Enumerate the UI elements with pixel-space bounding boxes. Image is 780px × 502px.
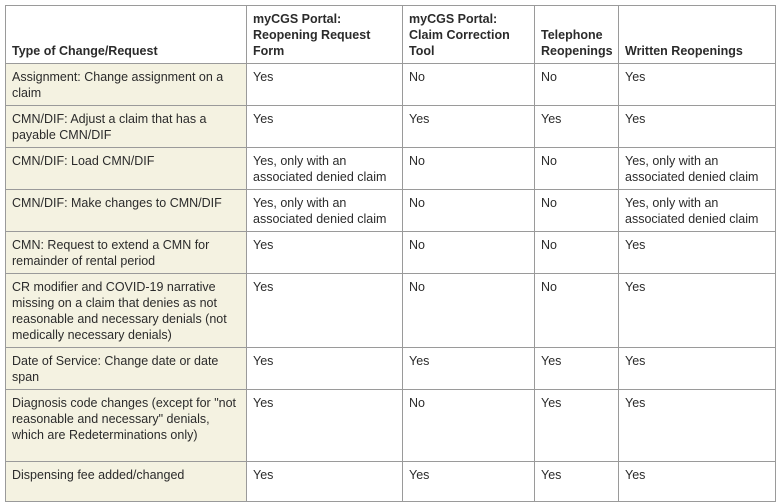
reopening-form-cell: Yes, only with an associated denied claim [247, 190, 403, 232]
claim-correction-cell: No [403, 274, 535, 348]
claim-correction-cell: No [403, 64, 535, 106]
reopening-form-cell: Yes [247, 64, 403, 106]
table-row [6, 348, 776, 390]
telephone-cell: No [535, 190, 619, 232]
table-row [6, 190, 776, 232]
written-cell: Yes [619, 232, 776, 274]
header-type-of-change: Type of Change/Request [6, 6, 247, 64]
header-telephone-reopenings: Telephone Reopenings [535, 6, 619, 64]
written-cell: Yes [619, 64, 776, 106]
reopening-form-cell: Yes [247, 348, 403, 390]
telephone-cell: Yes [535, 106, 619, 148]
table-row [6, 148, 776, 190]
written-cell: Yes [619, 274, 776, 348]
telephone-cell: No [535, 64, 619, 106]
table-row [6, 462, 776, 502]
reopening-options-table-wrapper [5, 5, 776, 502]
claim-correction-cell: No [403, 148, 535, 190]
reopening-form-cell: Yes [247, 274, 403, 348]
header-written-reopenings: Written Reopenings [619, 6, 776, 64]
reopening-form-cell: Yes [247, 462, 403, 502]
row-type-cell: CMN/DIF: Load CMN/DIF [6, 148, 247, 190]
table-row [6, 64, 776, 106]
table-row [6, 232, 776, 274]
claim-correction-cell: No [403, 190, 535, 232]
table-row [6, 274, 776, 348]
row-type-cell: CMN: Request to extend a CMN for remainder of rental period [6, 232, 247, 274]
telephone-cell: Yes [535, 462, 619, 502]
telephone-cell: No [535, 274, 619, 348]
written-cell: Yes, only with an associated denied claim [619, 148, 776, 190]
written-cell: Yes [619, 390, 776, 462]
row-type-cell: CR modifier and COVID-19 narrative missing on a claim that denies as not reasonable and necessary denials (not medically necessary denials) [6, 274, 247, 348]
telephone-cell: Yes [535, 348, 619, 390]
written-cell: Yes, only with an associated denied claim [619, 190, 776, 232]
row-type-cell: Diagnosis code changes (except for "not reasonable and necessary" denials, which are Redeterminations only) [6, 390, 247, 462]
table-row [6, 106, 776, 148]
table-header-row [6, 6, 776, 64]
telephone-cell: Yes [535, 390, 619, 462]
claim-correction-cell: Yes [403, 348, 535, 390]
telephone-cell: No [535, 232, 619, 274]
row-type-cell: CMN/DIF: Adjust a claim that has a payable CMN/DIF [6, 106, 247, 148]
reopening-form-cell: Yes [247, 232, 403, 274]
reopening-form-cell: Yes [247, 106, 403, 148]
row-type-cell: CMN/DIF: Make changes to CMN/DIF [6, 190, 247, 232]
written-cell: Yes [619, 106, 776, 148]
row-type-cell: Assignment: Change assignment on a claim [6, 64, 247, 106]
written-cell: Yes [619, 348, 776, 390]
reopening-options-table [5, 5, 776, 502]
table-row [6, 390, 776, 462]
claim-correction-cell: Yes [403, 106, 535, 148]
reopening-form-cell: Yes [247, 390, 403, 462]
row-type-cell: Date of Service: Change date or date span [6, 348, 247, 390]
row-type-cell: Dispensing fee added/changed [6, 462, 247, 502]
claim-correction-cell: Yes [403, 462, 535, 502]
reopening-form-cell: Yes, only with an associated denied claim [247, 148, 403, 190]
telephone-cell: No [535, 148, 619, 190]
claim-correction-cell: No [403, 232, 535, 274]
header-portal-claim-correction: myCGS Portal: Claim Correction Tool [403, 6, 535, 64]
written-cell: Yes [619, 462, 776, 502]
header-portal-reopening-form: myCGS Portal: Reopening Request Form [247, 6, 403, 64]
claim-correction-cell: No [403, 390, 535, 462]
